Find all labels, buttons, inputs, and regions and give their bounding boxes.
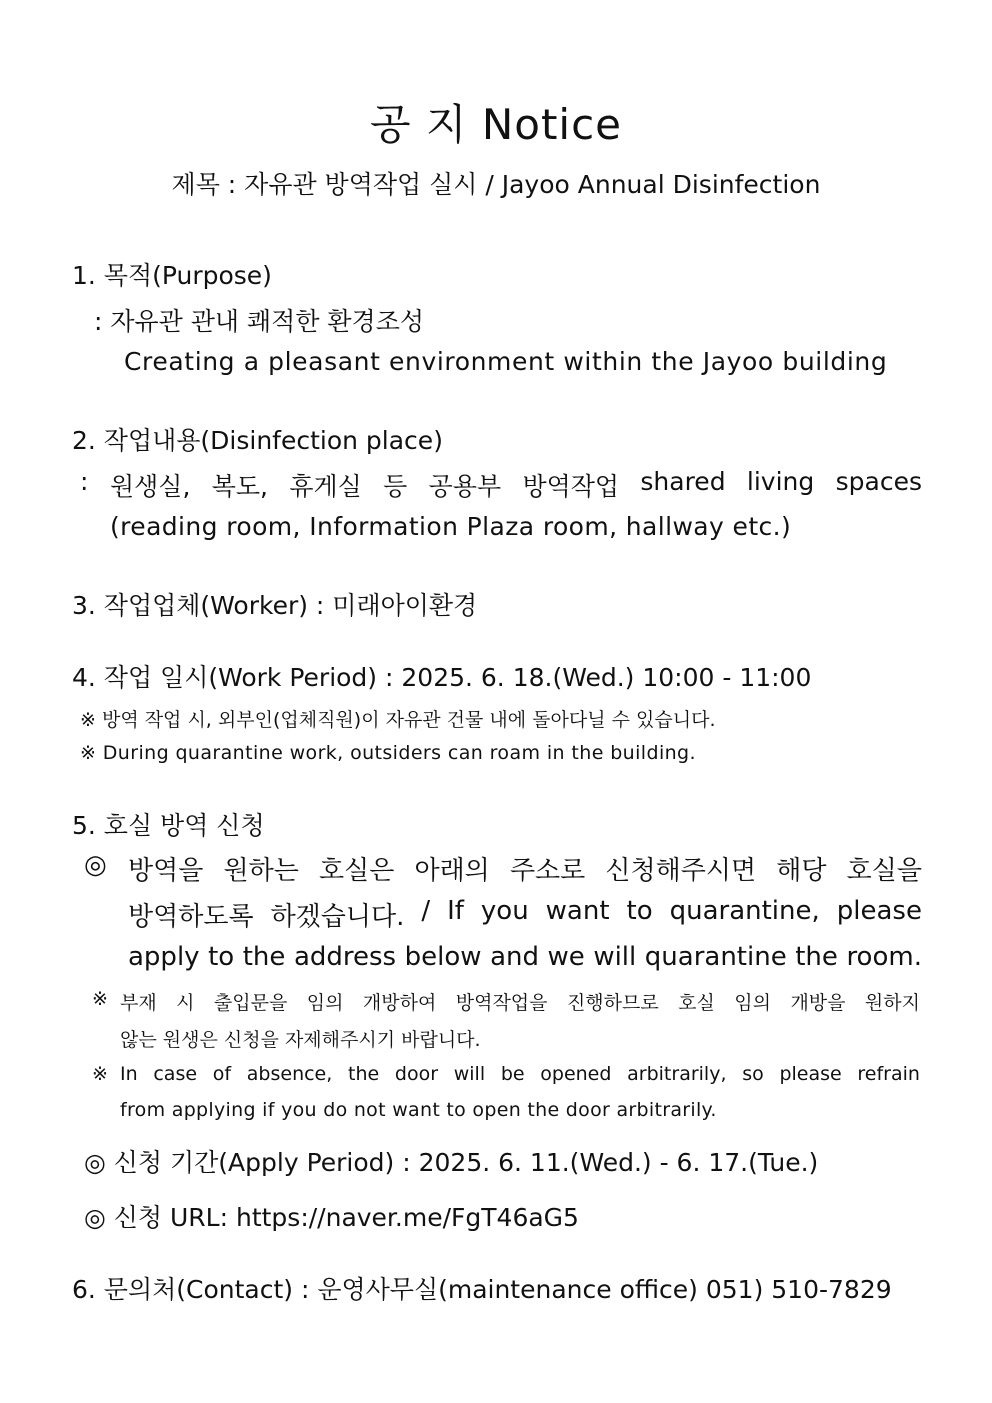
- page-title: 공 지 Notice: [369, 100, 623, 149]
- word: /: [421, 896, 431, 926]
- word: 개방을: [790, 992, 846, 1014]
- word: quarantine: [644, 942, 787, 972]
- section-purpose-heading: 1. 목적(Purpose): [72, 261, 272, 290]
- word: and: [490, 942, 539, 972]
- word: please: [779, 1063, 842, 1085]
- word: please: [836, 896, 922, 926]
- bullet-icon: ◎: [84, 850, 107, 880]
- word: so: [742, 1063, 764, 1085]
- note-mark: ※: [92, 1063, 108, 1085]
- word: refrain: [857, 1063, 920, 1085]
- room-para-line-3: [128, 942, 922, 972]
- word: arbitrarily,: [627, 1063, 727, 1085]
- word: below: [404, 942, 482, 972]
- word: 휴게실: [289, 472, 362, 501]
- word: 하겠습니다.: [270, 902, 405, 932]
- word: 방역하도록: [128, 902, 254, 932]
- word: 진행하므로: [566, 992, 659, 1014]
- section-period-heading: 4. 작업 일시(Work Period) : 2025. 6. 18.(Wed.) 10:00 - 11:00: [72, 663, 812, 692]
- word: apply: [128, 942, 200, 972]
- word: In: [120, 1063, 138, 1085]
- word: 방역작업: [522, 472, 620, 501]
- word: 시: [176, 992, 195, 1014]
- section-worker-heading: 3. 작업업체(Worker) : 미래아이환경: [72, 591, 478, 620]
- purpose-ko: : 자유관 관내 쾌적한 환경조성: [94, 307, 425, 336]
- word: 부재: [120, 992, 157, 1014]
- room-note-ko-line-1: [120, 988, 920, 1015]
- word: 임의: [306, 992, 344, 1014]
- word: address: [293, 942, 397, 972]
- word: 호실은: [318, 856, 395, 886]
- word: case: [153, 1063, 198, 1085]
- word: 호실을: [846, 856, 922, 886]
- section-room-heading: 5. 호실 방역 신청: [72, 811, 265, 840]
- room-note-en-line-1: [120, 1063, 920, 1085]
- apply-period: ◎ 신청 기간(Apply Period) : 2025. 6. 11.(Wed.) - 6. 17.(Tue.): [84, 1148, 819, 1177]
- word: 원하는: [223, 856, 299, 886]
- apply-url-link[interactable]: https://naver.me/FgT46aG5: [235, 1203, 579, 1232]
- word: 복도,: [211, 472, 268, 501]
- apply-url-label: ◎ 신청 URL:: [84, 1203, 229, 1232]
- period-note-ko: ※ 방역 작업 시, 외부인(업체직원)이 자유관 건물 내에 돌아다닐 수 있습니다.: [80, 709, 716, 731]
- word: the: [348, 1063, 380, 1085]
- place-line-2: (reading room, Information Plaza room, hallway etc.): [110, 512, 792, 541]
- word: living: [746, 467, 815, 496]
- purpose-en: Creating a pleasant environment within the Jayoo building: [124, 347, 888, 376]
- word: 출입문을: [213, 992, 288, 1014]
- word: 공용부: [428, 472, 502, 501]
- word: 아래의: [414, 856, 490, 886]
- room-note-en-line-2: from applying if you do not want to open the door arbitrarily.: [120, 1099, 717, 1121]
- word: be: [500, 1063, 525, 1085]
- word: spaces: [835, 467, 922, 496]
- word: the: [795, 942, 838, 972]
- word: 등: [383, 472, 408, 501]
- word: shared: [640, 467, 726, 496]
- section-place-heading: 2. 작업내용(Disinfection place): [72, 426, 443, 455]
- word: quarantine,: [669, 896, 820, 926]
- word: 원생실,: [110, 472, 191, 501]
- place-colon: :: [80, 467, 89, 496]
- word: you: [480, 896, 529, 926]
- subtitle: 제목 : 자유관 방역작업 실시 / Jayoo Annual Disinfection: [171, 170, 821, 199]
- word: 해당: [776, 856, 827, 886]
- word: opened: [540, 1063, 612, 1085]
- word: 주소로: [509, 856, 586, 886]
- word: 신청해주시면: [605, 856, 757, 886]
- word: absence,: [246, 1063, 333, 1085]
- room-para-line-1: [128, 850, 922, 887]
- word: of: [212, 1063, 232, 1085]
- word: 방역작업을: [455, 992, 548, 1014]
- word: to: [208, 942, 235, 972]
- word: to: [626, 896, 653, 926]
- apply-url-row: [84, 1198, 579, 1234]
- word: 방역을: [128, 856, 204, 886]
- word: will: [453, 1063, 486, 1085]
- word: 임의: [734, 992, 772, 1014]
- room-note-ko-line-2: 않는 원생은 신청을 자제해주시기 바랍니다.: [120, 1029, 481, 1051]
- word: we: [547, 942, 585, 972]
- word: the: [242, 942, 286, 972]
- word: will: [593, 942, 637, 972]
- room-para-line-2: [128, 896, 922, 933]
- word: If: [447, 896, 464, 926]
- word: door: [394, 1063, 439, 1085]
- word: room.: [846, 942, 922, 972]
- word: want: [545, 896, 610, 926]
- word: 개방하여: [362, 992, 437, 1014]
- note-mark: ※: [92, 988, 108, 1010]
- word: 원하지: [864, 992, 920, 1014]
- period-note-en: ※ During quarantine work, outsiders can roam in the building.: [80, 742, 696, 764]
- word: 호실: [678, 992, 715, 1014]
- section-contact-heading: 6. 문의처(Contact) : 운영사무실(maintenance office) 051) 510-7829: [72, 1275, 892, 1304]
- place-line-1: [110, 467, 922, 503]
